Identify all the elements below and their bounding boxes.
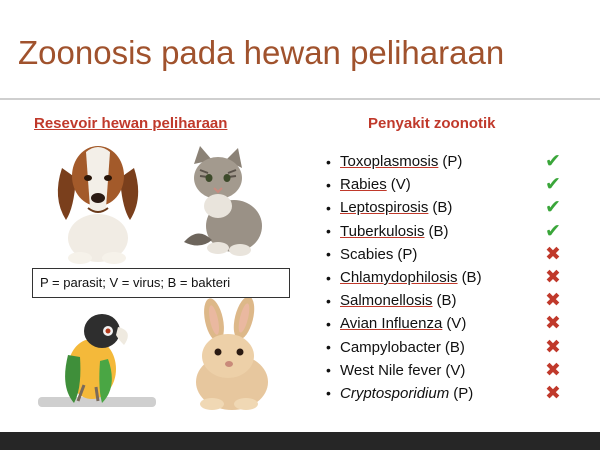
disease-item	[326, 173, 482, 196]
cross-icon: ✖	[545, 336, 561, 358]
disease-list	[326, 150, 482, 405]
disease-name: Chlamydophilosis	[340, 269, 458, 287]
bullet-icon: •	[326, 339, 331, 356]
reservoir-heading: Resevoir hewan peliharaan	[34, 115, 228, 132]
bullet-icon: •	[326, 362, 331, 379]
bullet-icon: •	[326, 246, 331, 263]
disease-item	[326, 312, 482, 335]
cat-image	[178, 146, 274, 258]
disease-name: Scabies	[340, 245, 394, 263]
disease-name: West Nile fever	[340, 361, 442, 379]
disease-code: (B)	[432, 199, 453, 217]
cross-icon: ✖	[545, 243, 561, 265]
disease-item	[326, 289, 482, 312]
disease-item	[326, 359, 482, 382]
disease-item	[326, 266, 482, 289]
legend-box: P = parasit; V = virus; B = bakteri	[32, 268, 290, 298]
mark-column	[545, 150, 561, 405]
disease-name: Leptospirosis	[340, 199, 429, 217]
disease-item	[326, 336, 482, 359]
bullet-icon: •	[326, 199, 331, 216]
cross-icon: ✖	[545, 290, 561, 312]
bullet-icon: •	[326, 292, 331, 309]
disease-code: (P)	[453, 384, 474, 402]
cross-icon: ✖	[545, 313, 561, 335]
rabbit-image	[180, 298, 280, 414]
title-divider	[0, 98, 600, 100]
disease-code: (B)	[436, 292, 457, 310]
disease-code: (P)	[442, 153, 463, 171]
parrot-image	[38, 305, 156, 415]
disease-code: (P)	[397, 245, 418, 263]
cross-icon: ✖	[545, 359, 561, 381]
cross-icon: ✖	[545, 267, 561, 289]
slide-title: Zoonosis pada hewan peliharaan	[18, 34, 505, 71]
disease-code: (V)	[446, 315, 467, 333]
bullet-icon: •	[326, 269, 331, 286]
disease-code: (V)	[445, 361, 466, 379]
disease-item	[326, 196, 482, 219]
check-icon: ✔	[545, 174, 561, 196]
bullet-icon: •	[326, 385, 331, 402]
check-icon: ✔	[545, 151, 561, 173]
disease-name: Avian Influenza	[340, 315, 443, 333]
bullet-icon: •	[326, 153, 331, 170]
bullet-icon: •	[326, 315, 331, 332]
cross-icon: ✖	[545, 382, 561, 404]
disease-item	[326, 243, 482, 266]
footer-bar	[0, 432, 600, 450]
check-icon: ✔	[545, 197, 561, 219]
disease-name: Salmonellosis	[340, 292, 433, 310]
disease-code: (B)	[444, 338, 465, 356]
bullet-icon: •	[326, 176, 331, 193]
bullet-icon: •	[326, 223, 331, 240]
disease-name: Cryptosporidium	[340, 384, 450, 402]
disease-code: (B)	[428, 222, 449, 240]
disease-code: (V)	[390, 176, 411, 194]
disease-name: Tuberkulosis	[340, 222, 425, 240]
disease-name: Toxoplasmosis	[340, 153, 439, 171]
disease-name: Rabies	[340, 176, 387, 194]
check-icon: ✔	[545, 220, 561, 242]
disease-name: Campylobacter	[340, 338, 441, 356]
dog-image	[48, 138, 148, 266]
disease-item	[326, 382, 482, 405]
disease-item	[326, 150, 482, 173]
disease-item	[326, 220, 482, 243]
diseases-heading: Penyakit zoonotik	[368, 115, 496, 132]
disease-code: (B)	[461, 269, 482, 287]
